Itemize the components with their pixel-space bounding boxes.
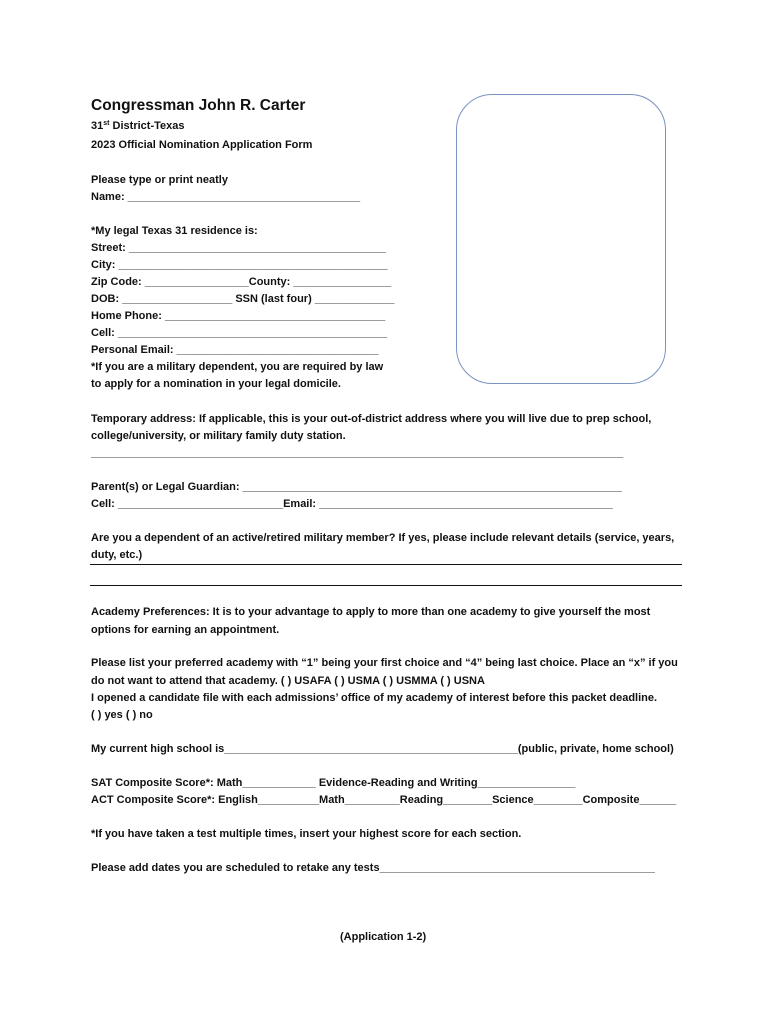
- dependent-question-line1: Are you a dependent of an active/retired military member? If yes, please include relevant details (service, years,: [91, 532, 675, 544]
- answer-line-2[interactable]: [90, 585, 682, 586]
- academy-list-line1: Please list your preferred academy with “1” being your first choice and “4” being last choice. Place an “x” if you: [91, 657, 678, 669]
- page-title: Congressman John R. Carter: [91, 97, 306, 114]
- high-school-field[interactable]: My current high school is________________________________________________(public, private, home school): [91, 743, 674, 755]
- form-name: 2023 Official Nomination Application Form: [91, 139, 313, 151]
- candidate-file-options[interactable]: ( ) yes ( ) no: [91, 709, 153, 721]
- dob-ssn-field[interactable]: DOB: __________________ SSN (last four) _____________: [91, 293, 395, 305]
- dependent-question-line2: duty, etc.): [91, 549, 143, 561]
- home-phone-field[interactable]: Home Phone: ____________________________________: [91, 310, 386, 322]
- candidate-file-question: I opened a candidate file with each admissions’ office of my academy of interest before this packet deadline.: [91, 692, 658, 704]
- temporary-address-line1: Temporary address: If applicable, this is your out-of-district address where you will live due to prep school,: [91, 413, 652, 425]
- personal-email-field[interactable]: Personal Email: _________________________________: [91, 344, 379, 356]
- street-field[interactable]: Street: __________________________________________: [91, 242, 386, 254]
- answer-line-1[interactable]: [90, 564, 682, 565]
- retake-dates-field[interactable]: Please add dates you are scheduled to retake any tests_____________________________________________: [91, 862, 655, 874]
- military-note-1: *If you are a military dependent, you are required by law: [91, 361, 384, 373]
- academy-pref-line1: Academy Preferences: It is to your advantage to apply to more than one academy to give yourself the most: [91, 606, 651, 618]
- residence-heading: *My legal Texas 31 residence is:: [91, 225, 258, 237]
- guardian-contact-field[interactable]: Cell: ___________________________Email: ________________________________________________: [91, 498, 613, 510]
- temporary-address-field[interactable]: _______________________________________________________________________________________: [91, 447, 624, 459]
- city-field[interactable]: City: ____________________________________________: [91, 259, 388, 271]
- temporary-address-line2: college/university, or military family duty station.: [91, 430, 346, 442]
- academy-choices[interactable]: do not want to attend that academy. ( ) USAFA ( ) USMA ( ) USMMA ( ) USNA: [91, 675, 485, 687]
- name-field[interactable]: Name: ______________________________________: [91, 191, 361, 203]
- photo-box: [456, 94, 666, 384]
- instructions: Please type or print neatly: [91, 174, 228, 186]
- academy-pref-line2: options for earning an appointment.: [91, 624, 280, 636]
- district-line: 31st District-Texas: [91, 120, 185, 132]
- cell-field[interactable]: Cell: ____________________________________________: [91, 327, 388, 339]
- page-footer: (Application 1-2): [340, 931, 427, 943]
- guardian-field[interactable]: Parent(s) or Legal Guardian: ______________________________________________________________: [91, 481, 622, 493]
- sat-score-field[interactable]: SAT Composite Score*: Math____________ Evidence-Reading and Writing________________: [91, 777, 576, 789]
- military-note-2: to apply for a nomination in your legal domicile.: [91, 378, 341, 390]
- act-score-field[interactable]: ACT Composite Score*: English__________Math_________Reading________Science________Composite______: [91, 794, 677, 806]
- zip-county-field[interactable]: Zip Code: _________________County: ________________: [91, 276, 392, 288]
- test-note: *If you have taken a test multiple times, insert your highest score for each section.: [91, 828, 522, 840]
